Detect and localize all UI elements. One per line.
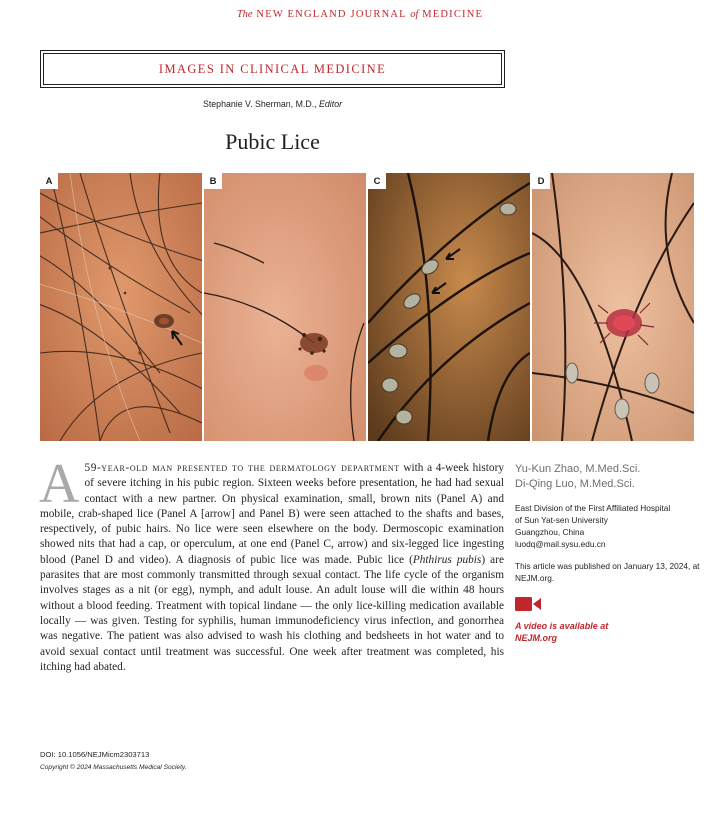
panel-c-photo [368,173,530,441]
species-name: Phthirus pubis [412,553,482,566]
panel-a-label: A [40,173,58,189]
section-title: IMAGES IN CLINICAL MEDICINE [158,61,387,76]
affiliation [515,502,705,550]
author-list [515,462,705,492]
panel-a-image [40,173,202,441]
video-link[interactable]: A video is available at NEJM.org [515,621,609,643]
copyright-notice: Copyright © 2024 Massachusetts Medical Society. [40,764,187,771]
panel-b-photo [204,173,366,441]
image-panels [40,173,694,441]
case-description: A 59-year-old man presented to the dermatology department with a 4-week history of severe itching in his pubic region. Sixteen weeks before presentation, he had had sexual contact with a new partner. On physical examination, small, brown nits (Panel A) and mobile, crab-shaped lice (Panel A [arrow] and Panel B) were seen attached to the shafts and bases, respectively, of pubic hairs. No lice were seen elsewhere on the body. Dermoscopic examination showed nits that had a cap, or operculum, at one end (Panel C, arrow) and six-legged lice ingesting blood (Panel D and video). A diagnosis of pubic lice was made. Pubic lice (Phthirus pubis) are parasites that are most commonly transmitted through sexual contact. The life cycle of the organism involves stages as a nit (or egg), nymph, and adult louse. An adult louse will die within 48 hours without a blood feeding. Treatment with topical lindane — the only lice-killing medication available locally — was given. Testing for syphilis, human immunodeficiency virus infection, and gonorrhea was negative. The patient was also advised to wash his clothing and bedsheets in hot water and to avoid sexual contact until treatment was successful. One week after treatment was completed, his itching had abated. [39,453,504,673]
drop-cap: A [39,453,80,515]
publication-note: This article was published on January 13, 2024, at NEJM.org. [515,561,700,583]
panel-c-label: C [368,173,386,189]
author-email-link[interactable]: luodq@mail.sysu.edu.cn [515,539,606,549]
video-camera-icon[interactable] [515,596,541,612]
panel-b-image [204,173,366,441]
editor-credit: Stephanie V. Sherman, M.D., Editor [202,99,343,109]
panel-b-label: B [204,173,222,189]
panel-d-photo [532,173,694,441]
affiliation-line: East Division of the First Affiliated Hospital [515,503,671,513]
affiliation-line: of Sun Yat-sen University [515,515,608,525]
author-2: Di-Qing Luo, M.Med.Sci. [515,478,635,490]
article-title: Pubic Lice [225,129,320,154]
lead-in: 59-year-old man presented to the dermatology department [84,462,400,474]
panel-a-photo [40,173,202,441]
panel-c-image [368,173,530,441]
author-1: Yu-Kun Zhao, M.Med.Sci. [515,463,641,475]
section-banner [40,50,505,88]
panel-d-label: D [532,173,550,189]
affiliation-line: Guangzhou, China [515,527,585,537]
panel-d-image [532,173,694,441]
journal-masthead: The NEW ENGLAND JOURNAL of MEDICINE [236,9,484,20]
doi: DOI: 10.1056/NEJMicm2303713 [40,750,150,759]
